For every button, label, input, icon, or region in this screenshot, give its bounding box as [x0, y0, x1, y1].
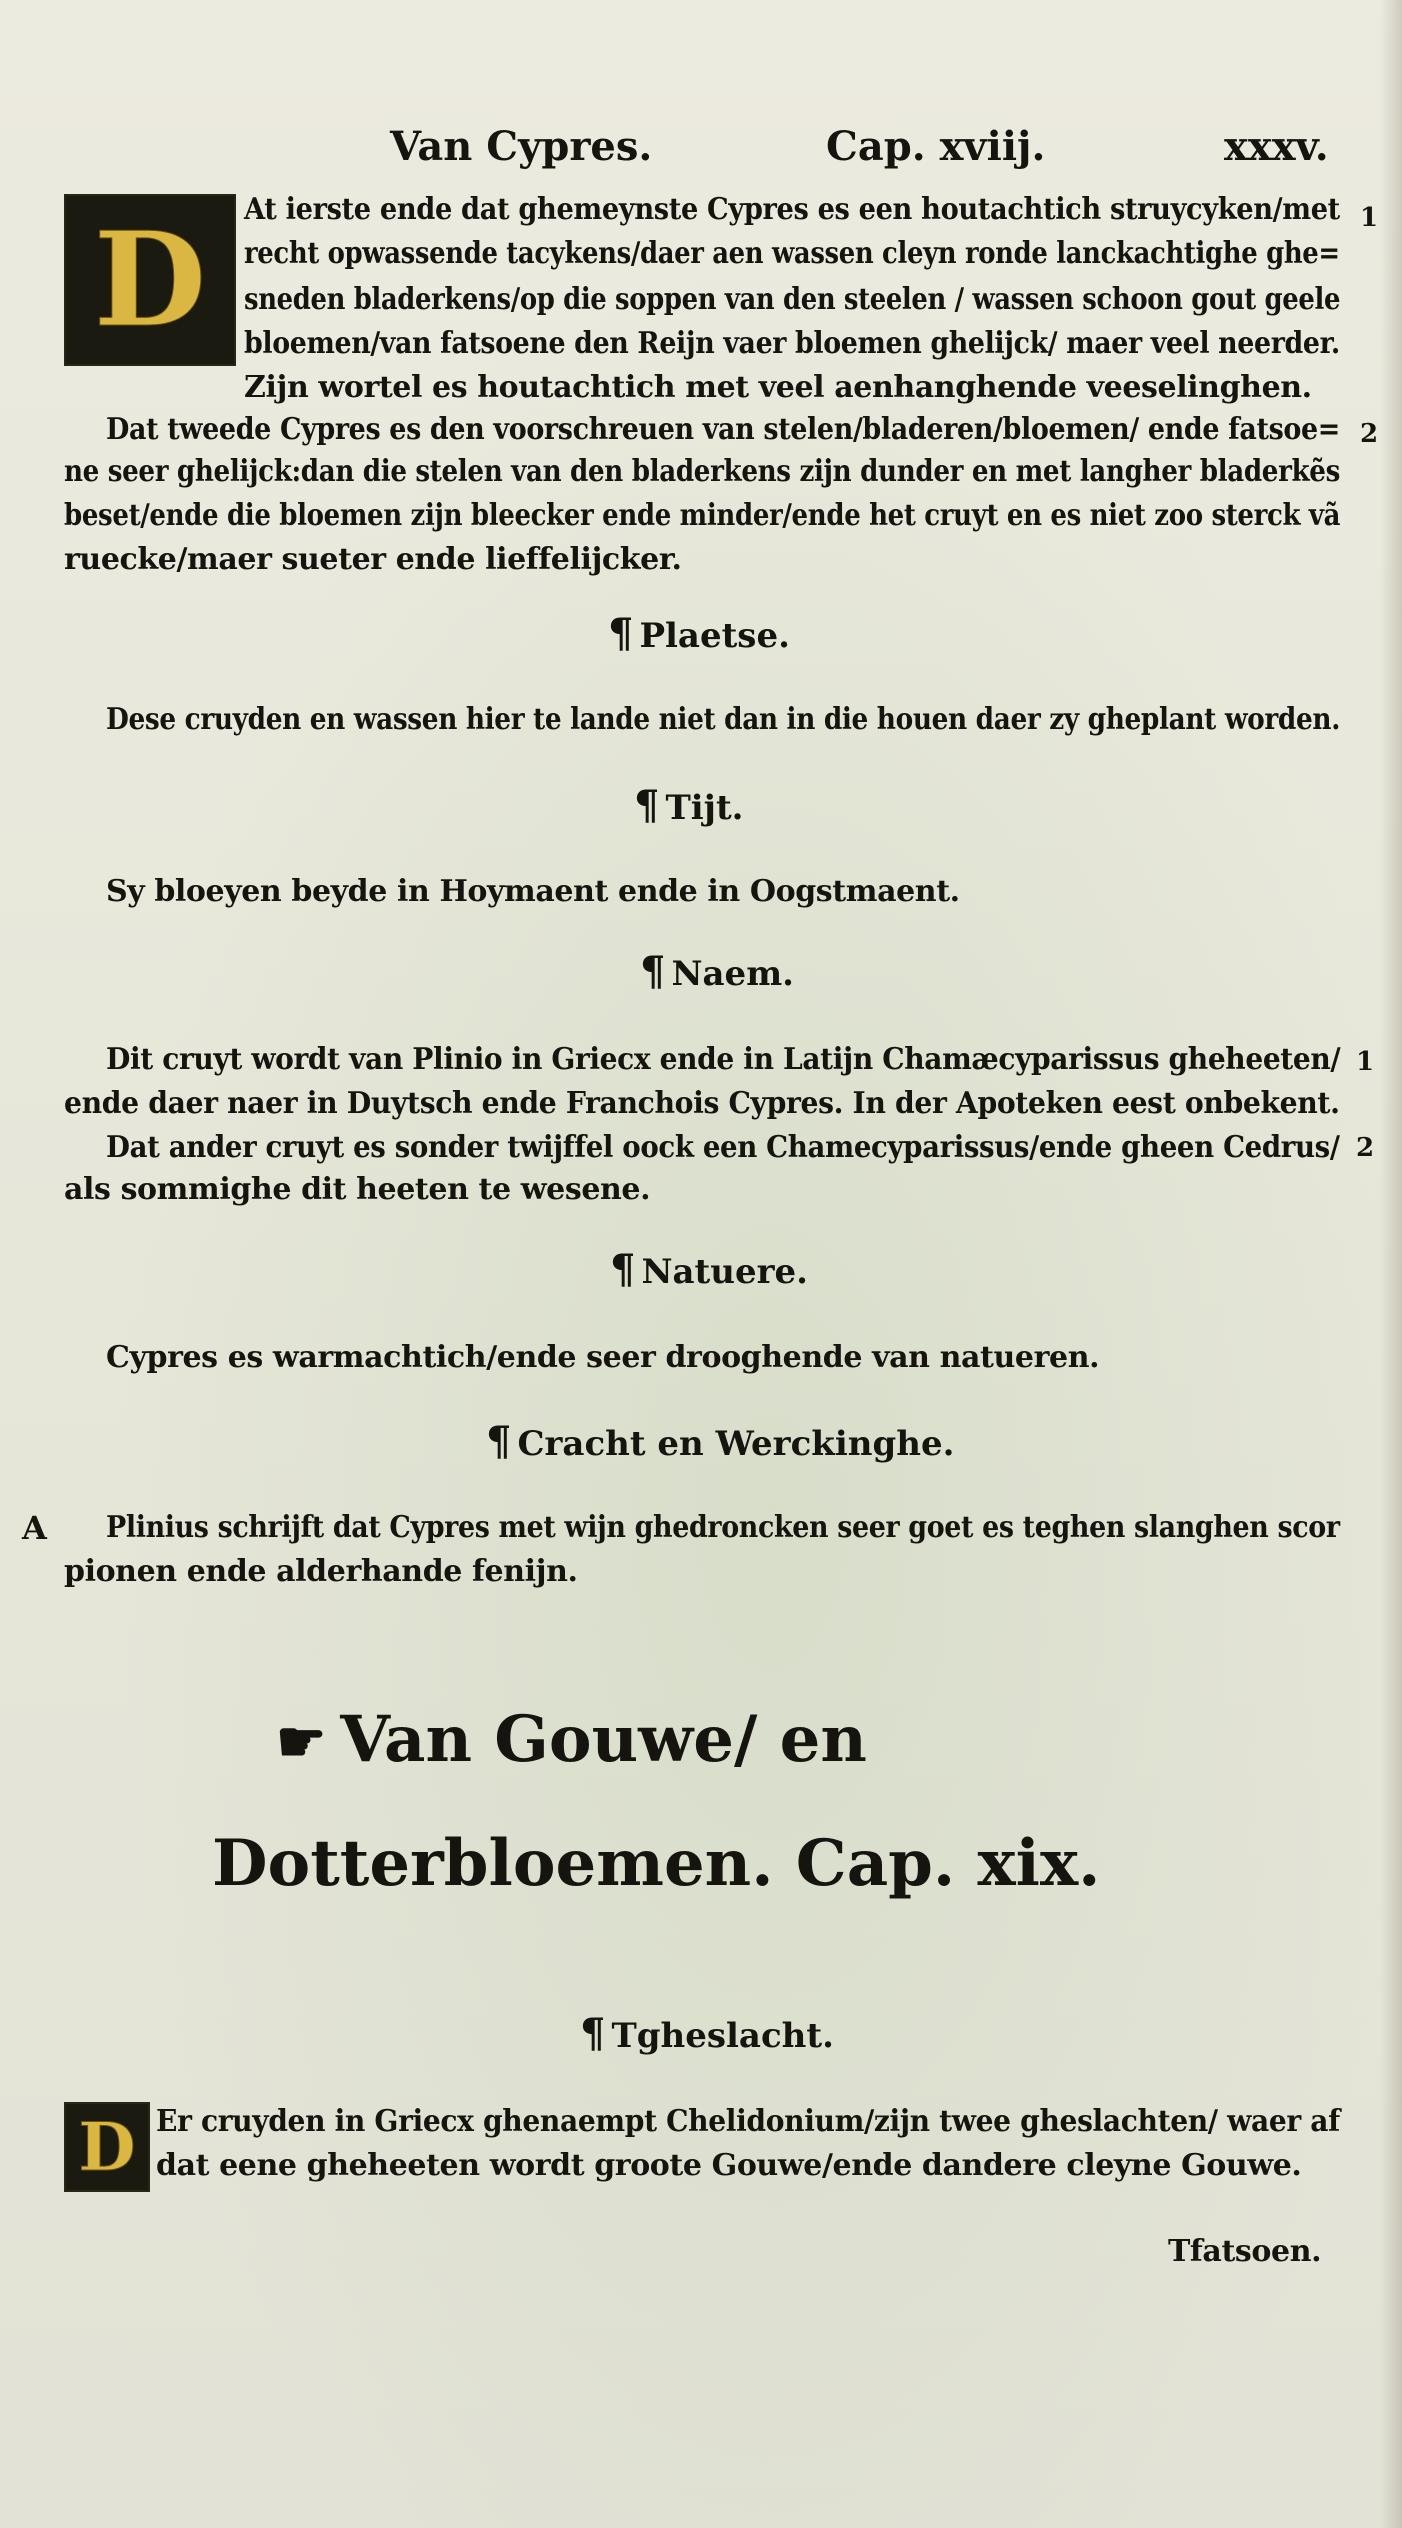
- page-edge-shadow: [1380, 0, 1402, 2528]
- text-line: At ierste ende dat ghemeynste Cypres es een houtachtich struycyken/met: [244, 192, 1340, 227]
- text-line: sneden bladerkens/op die soppen van den steelen / wassen schoon gout geele: [244, 282, 1341, 317]
- text-line: bloemen/van fatsoene den Reijn vaer bloemen ghelijck/ maer veel neerder.: [244, 326, 1340, 361]
- running-head-folio: xxxv.: [1224, 123, 1329, 170]
- text-line: ende daer naer in Duytsch ende Franchois Cypres. In der Apoteken eest onbekent.: [64, 1086, 1340, 1121]
- hand-pointer-icon: ☛: [276, 1709, 327, 1775]
- chapter-title-line-1: ☛ Van Gouwe/ en: [276, 1702, 867, 1777]
- margin-number: 2: [1356, 1133, 1375, 1163]
- text-line: Dit cruyt wordt van Plinio in Griecx ende in Latijn Chamæcyparissus gheheeten/: [106, 1042, 1341, 1077]
- text-line: ne seer ghelijck:dan die stelen van den bladerkens zijn dunder en met langher bladerkẽs: [64, 454, 1340, 489]
- decorated-initial: [64, 194, 236, 366]
- text-line: Dat ander cruyt es sonder twijffel oock een Chamecyparissus/ende gheen Cedrus/: [106, 1130, 1340, 1165]
- margin-number: 1: [1356, 1047, 1375, 1077]
- text-line: ruecke/maer sueter ende lieffelijcker.: [64, 542, 682, 577]
- chapter-title-line-2: Dotterbloemen. Cap. xix.: [212, 1826, 1101, 1901]
- section-heading-plaetse: ¶ Plaetse.: [608, 610, 790, 657]
- pilcrow-icon: ¶: [486, 1418, 512, 1465]
- text-line: dat eene gheheeten wordt groote Gouwe/ende dandere cleyne Gouwe.: [156, 2148, 1302, 2183]
- running-head-chapter: Cap. xviij.: [826, 123, 1046, 170]
- running-head-title: Van Cypres.: [390, 123, 653, 170]
- pilcrow-icon: ¶: [580, 2010, 606, 2057]
- text-line: Zijn wortel es houtachtich met veel aenhanghende veeselinghen.: [244, 370, 1312, 405]
- text-line: beset/ende die bloemen zijn bleecker ende minder/ende het cruyt en es niet zoo sterck vã: [64, 498, 1341, 533]
- section-heading-tijt: ¶ Tijt.: [634, 782, 744, 829]
- pilcrow-icon: ¶: [610, 1246, 636, 1293]
- margin-number: 1: [1360, 203, 1379, 233]
- text-line: pionen ende alderhande fenijn.: [64, 1554, 578, 1589]
- decorated-initial-small: [64, 2102, 150, 2192]
- text-line: recht opwassende tacykens/daer aen wassen cleyn ronde lanckachtighe ghe=: [244, 236, 1340, 271]
- margin-number: 2: [1360, 419, 1379, 449]
- text-line: Plinius schrijft dat Cypres met wijn ghedroncken seer goet es teghen slanghen scor: [106, 1510, 1340, 1545]
- section-heading-natuere: ¶ Natuere.: [610, 1246, 808, 1293]
- text-line: als sommighe dit heeten te wesene.: [64, 1172, 651, 1207]
- section-heading-gheslacht: ¶ Tgheslacht.: [580, 2010, 834, 2057]
- catchword: Tfatsoen.: [1168, 2234, 1322, 2269]
- section-heading-naem: ¶ Naem.: [640, 948, 795, 995]
- initial-letter: D: [78, 2108, 136, 2186]
- text-line: Sy bloeyen beyde in Hoymaent ende in Oogstmaent.: [106, 874, 960, 909]
- text-line: Cypres es warmachtich/ende seer drooghende van natueren.: [106, 1340, 1100, 1375]
- text-line: Er cruyden in Griecx ghenaempt Chelidonium/zijn twee gheslachten/ waer af: [156, 2104, 1340, 2139]
- pilcrow-icon: ¶: [608, 610, 634, 657]
- section-heading-cracht: ¶ Cracht en Werckinghe.: [486, 1418, 955, 1465]
- initial-letter: D: [93, 203, 207, 356]
- margin-letter: A: [22, 1509, 47, 1547]
- text-line: Dat tweede Cypres es den voorschreuen van stelen/bladeren/bloemen/ ende fatsoe=: [106, 412, 1341, 447]
- text-line: Dese cruyden en wassen hier te lande niet dan in die houen daer zy gheplant worden.: [106, 702, 1341, 737]
- pilcrow-icon: ¶: [634, 782, 660, 829]
- pilcrow-icon: ¶: [640, 948, 666, 995]
